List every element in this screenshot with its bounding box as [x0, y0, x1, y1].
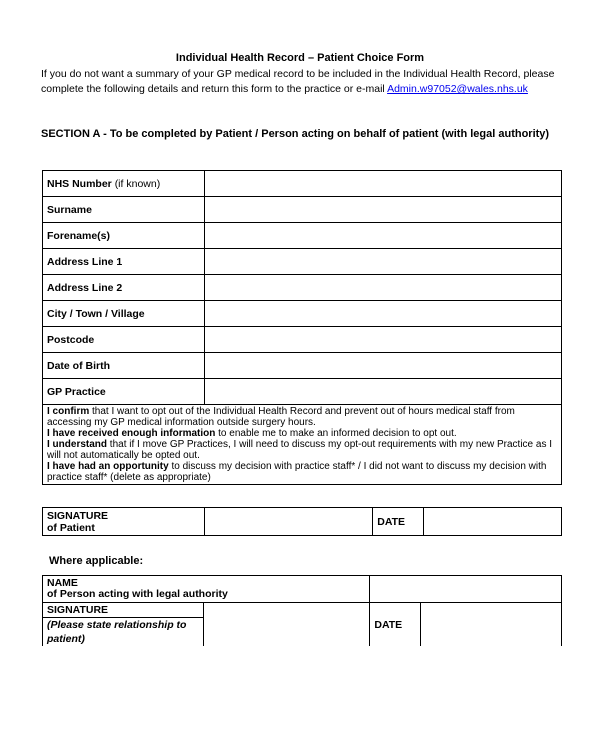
confirmation-item: I have had an opportunity to discuss my decision with practice staff* / I did not want to discuss my decision with practice staff* (delete as appropriate) — [47, 461, 547, 483]
form-title: Individual Health Record – Patient Choice Form — [175, 52, 425, 64]
field-label: City / Town / Village — [43, 301, 205, 327]
address-line-1-field[interactable] — [204, 249, 561, 275]
field-row-gp-practice — [43, 379, 562, 405]
intro-text: If you do not want a summary of your GP medical record to be included in the Individual Health Record, please complete the following details and return this form to the practice or e-mail — [41, 68, 555, 95]
legal-authority-table — [42, 575, 562, 646]
field-row-forenames — [43, 223, 562, 249]
representative-date-label: DATE — [370, 603, 421, 647]
gp-practice-field[interactable] — [204, 379, 561, 405]
nhs-number-field[interactable] — [204, 171, 561, 197]
where-applicable-heading: Where applicable: — [49, 555, 144, 567]
field-label: Postcode — [43, 327, 205, 353]
email-link[interactable]: Admin.w97052@wales.nhs.uk — [387, 83, 528, 95]
representative-signature-field[interactable] — [203, 603, 370, 647]
confirmation-item: I have received enough information to enable me to make an informed decision to opt out. — [47, 428, 457, 439]
field-label: NHS Number (if known) — [43, 171, 205, 197]
address-line-2-field[interactable] — [204, 275, 561, 301]
representative-signature-label: SIGNATURE — [43, 603, 204, 618]
representative-name-field[interactable] — [370, 576, 562, 603]
field-note: (if known) — [114, 177, 161, 190]
patient-signature-table — [42, 507, 562, 536]
patient-details-table — [42, 170, 562, 485]
field-row-surname — [43, 197, 562, 223]
field-row-address-2 — [43, 275, 562, 301]
field-label: Date of Birth — [43, 353, 205, 379]
confirmation-row — [43, 405, 562, 485]
representative-date-field[interactable] — [421, 603, 562, 647]
field-label: Address Line 2 — [43, 275, 205, 301]
patient-date-label: DATE — [373, 508, 424, 536]
surname-field[interactable] — [204, 197, 561, 223]
relationship-note: (Please state relationship to patient) — [43, 618, 204, 647]
field-label: Address Line 1 — [43, 249, 205, 275]
field-row-postcode — [43, 327, 562, 353]
confirmation-item: I understand that if I move GP Practices, I will need to discuss my opt-out requirements with my new Practice as I will not automatically be opted out. — [47, 439, 553, 461]
confirmation-statements — [43, 405, 562, 485]
date-of-birth-field[interactable] — [204, 353, 561, 379]
field-row-dob — [43, 353, 562, 379]
intro-paragraph — [41, 67, 561, 97]
field-row-city — [43, 301, 562, 327]
field-label: GP Practice — [43, 379, 205, 405]
representative-name-label: NAME of Person acting with legal authority — [43, 576, 370, 603]
city-field[interactable] — [204, 301, 561, 327]
section-a-heading: SECTION A - To be completed by Patient / Person acting on behalf of patient (with legal authority) — [41, 128, 550, 140]
patient-date-field[interactable] — [423, 508, 561, 536]
field-label: Surname — [43, 197, 205, 223]
field-row-address-1 — [43, 249, 562, 275]
confirmation-item: I confirm that I want to opt out of the Individual Health Record and prevent out of hours medical staff from accessing my GP medical information outside surgery hours. — [47, 406, 515, 428]
postcode-field[interactable] — [204, 327, 561, 353]
patient-signature-field[interactable] — [204, 508, 372, 536]
forenames-field[interactable] — [204, 223, 561, 249]
field-row-nhs-number — [43, 171, 562, 197]
patient-signature-label: SIGNATURE of Patient — [43, 508, 205, 536]
field-label: Forename(s) — [43, 223, 205, 249]
